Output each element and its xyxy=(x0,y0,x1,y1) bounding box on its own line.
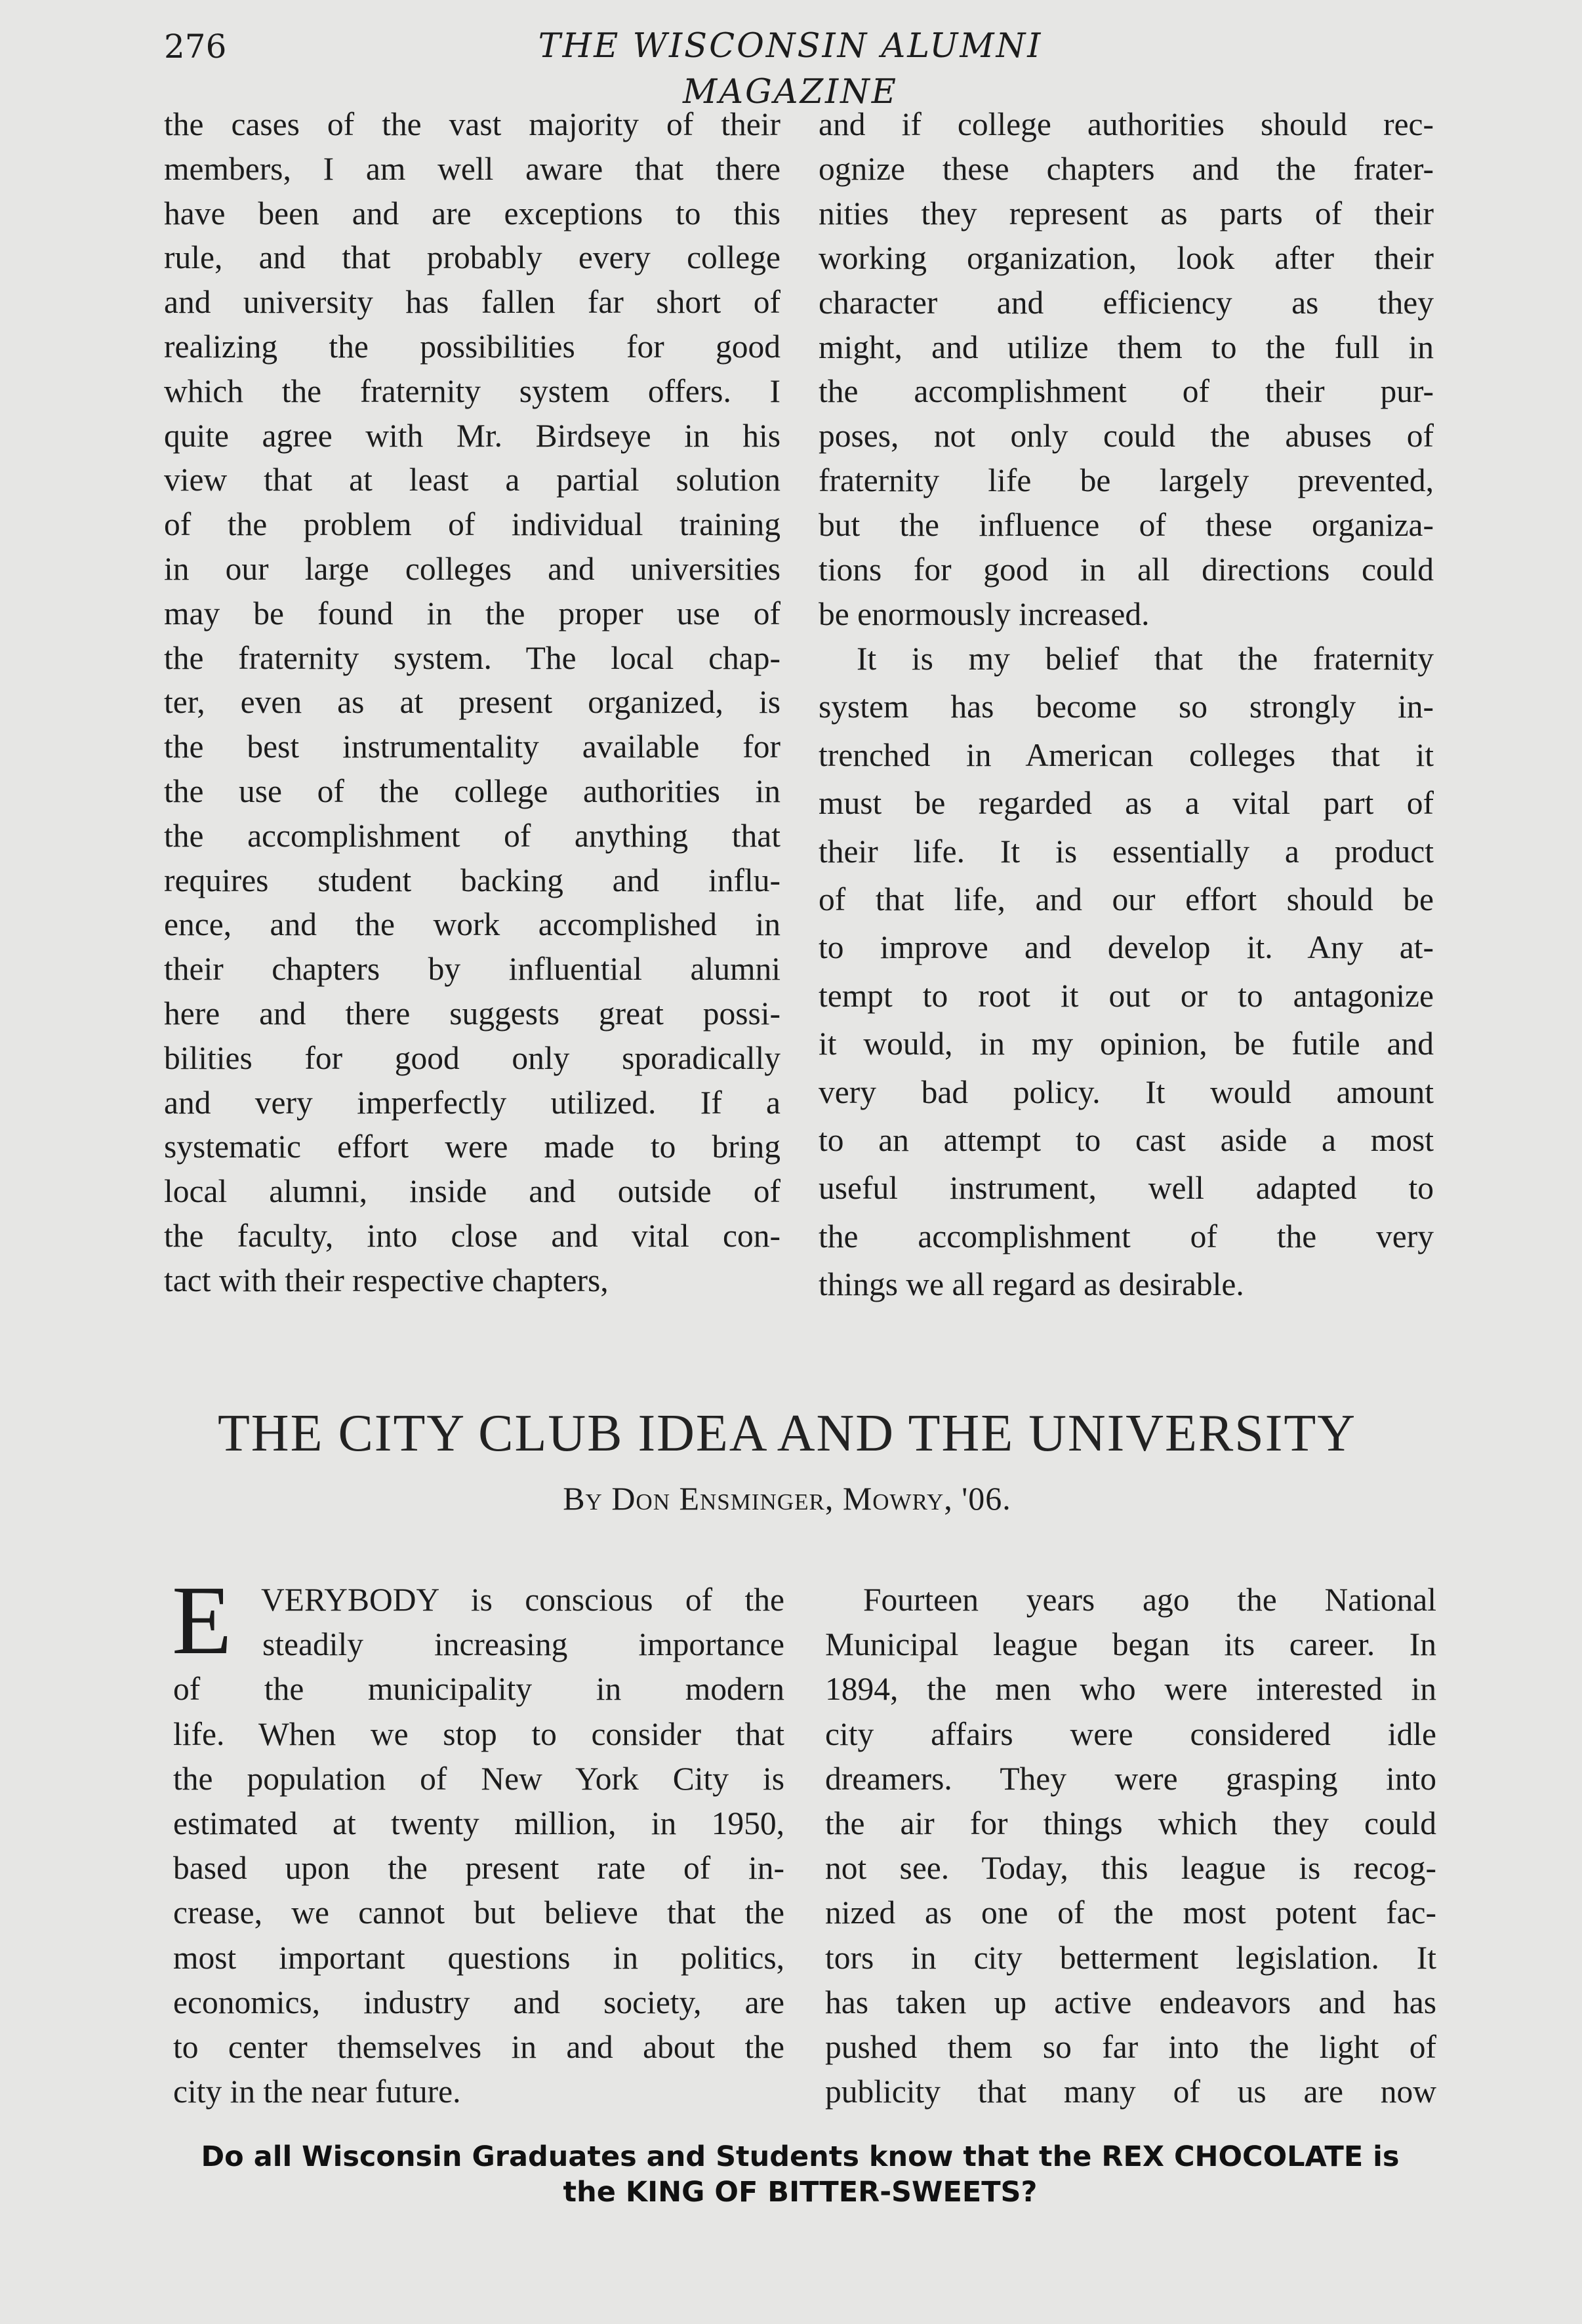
text-line: view that at least a partial solution xyxy=(164,462,781,498)
advertisement-line-1: Do all Wisconsin Graduates and Students know that the REX CHOCOLATE is xyxy=(201,2140,1400,2173)
text-line: the faculty, into close and vital con- xyxy=(164,1217,781,1254)
text-line: poses, not only could the abuses of xyxy=(819,418,1434,454)
text-line: and very imperfectly utilized. If a xyxy=(164,1084,781,1121)
text-line: have been and are exceptions to this xyxy=(164,195,781,231)
text-line: pushed them so far into the light of xyxy=(825,2029,1436,2066)
text-line: and if college authorities should rec- xyxy=(819,106,1434,142)
text-line: the accomplishment of their pur- xyxy=(819,373,1434,410)
text-line: nized as one of the most potent fac- xyxy=(825,1894,1436,1931)
text-line: life. When we stop to consider that xyxy=(173,1715,784,1752)
advertisement-line-2: the KING OF BITTER-SWEETS? xyxy=(563,2176,1038,2209)
text-line: their life. It is essentially a product xyxy=(819,833,1434,870)
text-line: tempt to root it out or to antagonize xyxy=(819,977,1434,1014)
drop-cap: E xyxy=(172,1566,232,1675)
text-line: of the municipality in modern xyxy=(173,1671,784,1708)
text-line: might, and utilize them to the full in xyxy=(819,329,1434,365)
text-line: quite agree with Mr. Birdseye in his xyxy=(164,417,781,454)
text-line: here and there suggests great possi- xyxy=(164,995,781,1032)
article-title: THE CITY CLUB IDEA AND THE UNIVERSITY xyxy=(217,1405,1357,1462)
text-line: it would, in my opinion, be futile and xyxy=(819,1026,1434,1062)
text-line: tions for good in all directions could xyxy=(819,551,1434,588)
page-number: 276 xyxy=(164,28,227,66)
text-line: 1894, the men who were interested in xyxy=(825,1671,1436,1708)
text-line: members, I am well aware that there xyxy=(164,150,781,187)
text-line: to improve and develop it. Any at- xyxy=(819,929,1434,966)
text-line: systematic effort were made to bring xyxy=(164,1129,781,1165)
text-line: VERYBODY is conscious of the xyxy=(261,1582,784,1618)
text-line: but the influence of these organiza- xyxy=(819,507,1434,544)
text-line: publicity that many of us are now xyxy=(825,2074,1436,2110)
text-line: dreamers. They were grasping into xyxy=(825,1760,1436,1797)
text-line: things we all regard as desirable. xyxy=(819,1266,1244,1303)
text-line: It is my belief that the fraternity xyxy=(857,641,1434,677)
text-line: to center themselves in and about the xyxy=(173,2029,784,2066)
text-line: economics, industry and society, are xyxy=(173,1984,784,2020)
text-line: the accomplishment of the very xyxy=(819,1218,1434,1254)
text-line: their chapters by influential alumni xyxy=(164,951,781,988)
text-line: must be regarded as a vital part of xyxy=(819,785,1434,822)
text-line: the air for things which they could xyxy=(825,1805,1436,1842)
text-line: ognize these chapters and the frater- xyxy=(819,150,1434,187)
text-line: rule, and that probably every college xyxy=(164,239,781,276)
text-line: the accomplishment of anything that xyxy=(164,817,781,854)
text-line: city in the near future. xyxy=(173,2074,461,2110)
advertisement xyxy=(157,2139,1443,2210)
text-line: the cases of the vast majority of their xyxy=(164,106,781,142)
text-line: ter, even as at present organized, is xyxy=(164,684,781,721)
text-line: very bad policy. It would amount xyxy=(819,1073,1434,1110)
text-line: the fraternity system. The local chap- xyxy=(164,639,781,676)
text-line: not see. Today, this league is recog- xyxy=(825,1850,1436,1887)
text-line: in our large colleges and universities xyxy=(164,550,781,587)
text-line: Fourteen years ago the National xyxy=(863,1582,1436,1618)
text-line: Municipal league began its career. In xyxy=(825,1626,1436,1663)
text-line: steadily increasing importance xyxy=(262,1626,784,1663)
text-line: tors in city betterment legislation. It xyxy=(825,1939,1436,1976)
text-line: city affairs were considered idle xyxy=(825,1715,1436,1752)
text-line: estimated at twenty million, in 1950, xyxy=(173,1805,784,1842)
text-line: the best instrumentality available for xyxy=(164,729,781,765)
article-left-column xyxy=(173,1578,784,2114)
text-line: the population of New York City is xyxy=(173,1760,784,1797)
text-line: crease, we cannot but believe that the xyxy=(173,1894,784,1931)
text-line: which the fraternity system offers. I xyxy=(164,372,781,409)
text-line: to an attempt to cast aside a most xyxy=(819,1122,1434,1159)
text-line: ence, and the work accomplished in xyxy=(164,906,781,943)
prev-article-left-column xyxy=(164,102,781,1303)
text-line: requires student backing and influ- xyxy=(164,862,781,898)
text-line: working organization, look after their xyxy=(819,239,1434,276)
text-line: and university has fallen far short of xyxy=(164,284,781,321)
text-line: tact with their respective chapters, xyxy=(164,1262,609,1298)
text-line: may be found in the proper use of xyxy=(164,595,781,631)
article-right-column xyxy=(825,1578,1436,2114)
running-head: THE WISCONSIN ALUMNI MAGAZINE xyxy=(538,27,1043,111)
article-byline: By Don Ensminger, Mowry, '06. xyxy=(563,1480,1011,1517)
text-line: system has become so strongly in- xyxy=(819,689,1434,725)
text-line: character and efficiency as they xyxy=(819,284,1434,321)
text-line: nities they represent as parts of their xyxy=(819,195,1434,231)
text-line: based upon the present rate of in- xyxy=(173,1850,784,1887)
text-line: trenched in American colleges that it xyxy=(819,736,1434,773)
text-line: of that life, and our effort should be xyxy=(819,881,1434,918)
text-line: realizing the possibilities for good xyxy=(164,328,781,365)
text-line: be enormously increased. xyxy=(819,595,1150,632)
text-line: of the problem of individual training xyxy=(164,506,781,543)
text-line: the use of the college authorities in xyxy=(164,772,781,809)
prev-article-right-column-p2 xyxy=(819,635,1434,1309)
text-line: most important questions in politics, xyxy=(173,1939,784,1976)
text-line: fraternity life be largely prevented, xyxy=(819,462,1434,499)
text-line: has taken up active endeavors and has xyxy=(825,1984,1436,2020)
text-line: bilities for good only sporadically xyxy=(164,1039,781,1076)
text-line: useful instrument, well adapted to xyxy=(819,1170,1434,1207)
prev-article-right-column-p1 xyxy=(819,102,1434,637)
text-line: local alumni, inside and outside of xyxy=(164,1173,781,1210)
